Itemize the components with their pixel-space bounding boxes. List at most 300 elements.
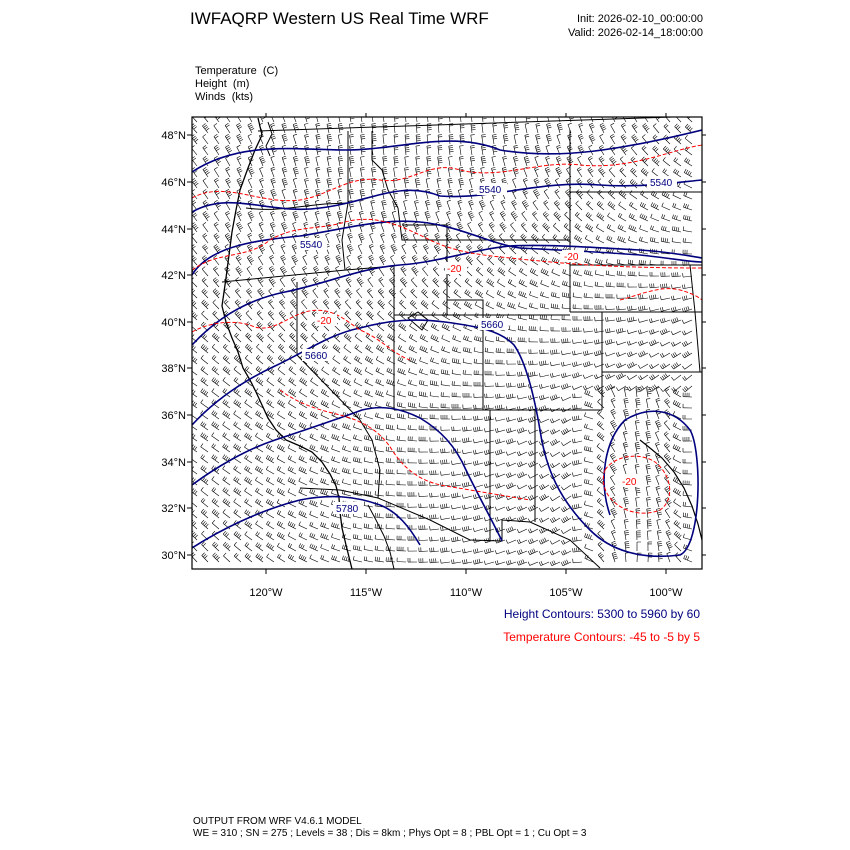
barb-flag <box>402 268 405 270</box>
barb-staff <box>349 124 351 133</box>
wind-barb <box>660 353 670 358</box>
wind-barb <box>237 222 243 232</box>
barb-flag <box>550 374 551 378</box>
wind-barb <box>594 350 604 356</box>
barb-flag <box>294 348 297 351</box>
barb-flag <box>664 329 666 333</box>
barb-flag <box>586 212 588 215</box>
barb-staff <box>201 347 208 353</box>
barb-staff <box>390 257 395 265</box>
barb-flag <box>508 302 509 306</box>
barb-flag <box>537 151 541 152</box>
wind-barb <box>640 214 648 221</box>
barb-flag <box>469 348 470 352</box>
barb-flag <box>349 156 353 157</box>
barb-staff <box>322 370 329 375</box>
wind-barb <box>672 215 681 221</box>
barb-flag <box>358 244 362 246</box>
barb-flag <box>533 281 535 285</box>
barb-flag <box>237 125 240 127</box>
wind-barb <box>257 333 264 342</box>
barb-flag <box>509 326 510 330</box>
barb-flag <box>367 357 369 360</box>
barb-flag <box>652 226 653 230</box>
barb-flag <box>328 228 332 229</box>
barb-flag <box>237 268 240 270</box>
barb-flag <box>640 214 642 218</box>
barb-staff <box>376 360 384 364</box>
barb-flag <box>459 215 463 217</box>
barb-flag <box>576 201 579 204</box>
wind-barb <box>248 178 252 188</box>
barb-flag <box>426 189 430 190</box>
wind-barb <box>447 211 451 221</box>
wind-barb <box>377 311 384 320</box>
wind-barb <box>660 363 670 369</box>
barb-flag <box>215 268 218 271</box>
barb-flag <box>203 156 206 158</box>
wind-barb <box>465 278 472 287</box>
barb-flag <box>686 295 687 299</box>
wind-barb <box>510 234 516 243</box>
barb-flag <box>404 282 407 285</box>
barb-flag <box>416 157 420 158</box>
barb-flag <box>226 167 229 169</box>
wind-barb <box>545 156 549 166</box>
barb-flag <box>553 304 554 308</box>
barb-flag <box>338 189 342 190</box>
wind-barb <box>475 301 483 309</box>
wind-barb <box>278 344 285 353</box>
barb-flag <box>354 356 356 359</box>
barb-flag <box>558 127 562 128</box>
barb-flag <box>480 293 482 296</box>
barb-flag <box>212 366 214 369</box>
barb-flag <box>676 362 678 365</box>
wind-barb <box>663 169 670 177</box>
barb-flag <box>608 201 610 204</box>
wind-barb <box>212 344 219 353</box>
wind-barb <box>553 223 560 232</box>
barb-flag <box>273 195 277 196</box>
barb-flag <box>524 191 528 193</box>
barb-staff <box>202 280 208 287</box>
barb-flag <box>580 138 584 140</box>
wind-barb <box>267 355 274 364</box>
wind-barb <box>474 336 483 342</box>
barb-flag <box>291 334 294 337</box>
barb-flag <box>575 282 576 286</box>
wind-barb <box>452 358 461 364</box>
barb-flag <box>443 289 446 292</box>
barb-flag <box>489 233 492 235</box>
wind-barb <box>349 156 354 166</box>
barb-flag <box>270 301 273 304</box>
barb-flag <box>671 331 673 335</box>
barb-flag <box>620 168 623 171</box>
wind-barb <box>435 233 440 243</box>
wind-barb <box>401 266 407 276</box>
barb-flag <box>586 270 587 274</box>
barb-flag <box>295 260 299 262</box>
barb-flag <box>621 373 623 376</box>
barb-flag <box>283 169 287 170</box>
barb-flag <box>646 172 649 175</box>
barb-flag <box>403 281 406 284</box>
barb-flag <box>213 379 215 382</box>
barb-flag <box>382 191 386 192</box>
barb-flag <box>640 202 642 205</box>
wind-barb <box>542 234 549 243</box>
barb-flag <box>365 367 367 371</box>
barb-flag <box>282 202 286 203</box>
barb-staff <box>518 364 527 365</box>
barb-flag <box>392 211 396 212</box>
barb-flag <box>414 270 417 272</box>
barb-flag <box>547 136 551 137</box>
barb-flag <box>257 333 260 336</box>
barb-flag <box>326 303 329 306</box>
barb-flag <box>202 368 204 371</box>
barb-flag <box>270 233 274 235</box>
wind-barb <box>685 124 692 133</box>
barb-staff <box>596 227 604 232</box>
barb-flag <box>372 228 376 229</box>
barb-flag <box>325 255 329 257</box>
field-name: Height <box>195 78 227 90</box>
barb-flag <box>447 189 451 190</box>
barb-flag <box>673 319 674 323</box>
barb-staff <box>684 184 692 188</box>
barb-flag <box>290 333 293 336</box>
barb-flag <box>314 279 317 281</box>
barb-flag <box>400 324 402 327</box>
barb-staff <box>562 342 571 343</box>
barb-flag <box>422 347 424 351</box>
wind-barb <box>493 124 497 133</box>
barb-staff <box>590 114 593 122</box>
barb-flag <box>595 282 596 286</box>
barb-flag <box>226 369 228 372</box>
barb-flag <box>292 336 295 339</box>
barb-flag <box>685 135 688 138</box>
wind-barb <box>632 134 639 144</box>
barb-flag <box>381 303 384 306</box>
barb-flag <box>280 312 283 315</box>
barb-staff <box>664 126 670 133</box>
barb-flag <box>205 292 208 295</box>
barb-flag <box>214 178 217 180</box>
barb-flag <box>649 331 650 335</box>
barb-flag <box>214 356 217 359</box>
barb-flag <box>618 352 620 356</box>
barb-flag <box>214 279 217 282</box>
barb-flag <box>525 160 529 161</box>
barb-flag <box>261 237 265 239</box>
barb-flag <box>612 160 615 162</box>
barb-flag <box>657 161 660 164</box>
wind-barbs <box>190 112 693 566</box>
barb-flag <box>292 233 296 235</box>
wind-barb <box>213 289 220 298</box>
wind-barb <box>225 134 230 144</box>
barb-flag <box>530 268 532 272</box>
barb-flag <box>416 171 420 172</box>
wind-barb <box>509 268 516 276</box>
barb-flag <box>599 202 602 205</box>
barb-flag <box>618 317 619 321</box>
barb-flag <box>589 134 593 136</box>
barb-flag <box>414 259 417 261</box>
wind-barb <box>271 145 277 155</box>
barb-flag <box>201 366 203 369</box>
barb-flag <box>471 160 475 161</box>
barb-flag <box>568 293 569 297</box>
barb-flag <box>632 226 634 230</box>
barb-flag <box>583 340 584 344</box>
barb-flag <box>316 125 320 126</box>
barb-staff <box>433 269 439 276</box>
barb-flag <box>616 353 618 357</box>
barb-flag <box>293 145 297 146</box>
wind-barb <box>361 145 366 155</box>
wind-barb <box>463 347 472 353</box>
wind-barb <box>595 259 604 265</box>
barb-staff <box>552 272 560 276</box>
wind-barb <box>393 200 398 210</box>
barb-flag <box>631 351 633 355</box>
wind-barb <box>463 358 472 364</box>
wind-barb <box>607 224 615 232</box>
barb-flag <box>282 189 286 190</box>
barb-flag <box>679 139 682 142</box>
barb-staff <box>421 292 428 298</box>
barb-flag <box>193 358 195 361</box>
barb-flag <box>513 304 514 308</box>
barb-staff <box>672 230 681 232</box>
barb-flag <box>621 180 624 183</box>
barb-flag <box>282 213 286 215</box>
barb-flag <box>530 372 531 376</box>
wind-barb <box>594 374 604 378</box>
barb-flag <box>337 233 341 235</box>
barb-flag <box>431 323 433 326</box>
wind-barb <box>441 369 450 375</box>
barb-flag <box>533 224 536 227</box>
barb-flag <box>350 250 354 252</box>
barb-staff <box>449 124 450 133</box>
barb-flag <box>338 259 342 261</box>
barb-staff <box>535 158 538 166</box>
barb-staff <box>544 191 549 199</box>
wind-barb <box>453 335 461 342</box>
wind-barb <box>279 299 285 309</box>
barb-flag <box>633 136 636 138</box>
barb-flag <box>215 235 218 237</box>
barb-flag <box>514 112 518 113</box>
barb-flag <box>206 172 209 174</box>
barb-flag <box>447 211 451 213</box>
barb-flag <box>224 300 227 303</box>
barb-flag <box>616 364 618 368</box>
barb-flag <box>201 311 204 314</box>
barb-flag <box>621 226 623 230</box>
wind-barb <box>554 201 560 210</box>
barb-flag <box>293 213 297 214</box>
barb-flag <box>316 191 320 192</box>
barb-flag <box>282 270 285 272</box>
barb-staff <box>673 195 681 199</box>
barb-flag <box>459 202 463 203</box>
barb-flag <box>481 204 485 206</box>
barb-flag <box>237 211 241 213</box>
barb-staff <box>430 373 439 375</box>
barb-flag <box>349 145 353 146</box>
barb-flag <box>632 362 634 366</box>
barb-staff <box>611 125 615 133</box>
wind-barb <box>259 211 263 221</box>
barb-flag <box>259 145 263 147</box>
barb-staff <box>394 135 395 144</box>
barb-flag <box>459 167 463 168</box>
barb-flag <box>345 311 348 314</box>
barb-flag <box>684 158 686 161</box>
wind-barb <box>628 283 637 287</box>
barb-flag <box>684 284 685 288</box>
barb-staff <box>674 161 681 166</box>
barb-flag <box>585 363 586 367</box>
barb-flag <box>458 224 462 226</box>
wind-barb <box>492 156 496 166</box>
barb-flag <box>381 211 385 212</box>
barb-flag <box>530 280 532 284</box>
barb-flag <box>267 355 270 358</box>
wind-barb <box>608 201 615 210</box>
wind-barb <box>539 373 549 377</box>
barb-flag <box>301 299 304 301</box>
barb-staff <box>201 314 208 320</box>
wind-barb <box>348 211 352 221</box>
barb-flag <box>621 123 624 125</box>
wind-barb <box>399 300 406 309</box>
barb-flag <box>632 180 635 183</box>
barb-flag <box>423 290 426 293</box>
wind-barb <box>212 333 219 342</box>
barb-flag <box>338 112 342 113</box>
barb-flag <box>496 337 497 341</box>
barb-flag <box>490 281 492 284</box>
barb-flag <box>259 112 263 114</box>
wind-barb <box>546 134 552 144</box>
barb-staff <box>431 350 439 353</box>
wind-barb <box>190 311 197 320</box>
barb-flag <box>372 169 376 170</box>
wind-barb <box>214 178 219 188</box>
barb-flag <box>519 291 521 295</box>
barb-flag <box>454 359 455 363</box>
barb-flag <box>568 123 572 124</box>
wind-barb <box>503 123 508 133</box>
barb-staff <box>584 297 593 298</box>
wind-barb <box>470 156 475 166</box>
wind-barb <box>433 278 439 287</box>
valid-label: Valid: <box>568 27 595 39</box>
wind-barb <box>212 377 219 386</box>
barb-flag <box>634 138 637 140</box>
wind-barb <box>584 328 593 332</box>
wind-barb <box>585 235 593 243</box>
barb-flag <box>311 333 314 336</box>
barb-staff <box>497 294 505 298</box>
barb-flag <box>305 134 309 135</box>
barb-staff <box>293 114 296 122</box>
barb-flag <box>246 288 249 290</box>
wind-barb <box>282 123 287 133</box>
barb-flag <box>612 114 616 116</box>
wind-barb <box>508 279 516 287</box>
barb-flag <box>260 292 263 294</box>
wind-barb <box>518 326 527 331</box>
barb-flag <box>204 235 207 237</box>
barb-flag <box>599 156 602 158</box>
barb-flag <box>371 189 375 190</box>
wind-barb <box>271 167 275 177</box>
barb-flag <box>425 248 428 250</box>
wind-barb <box>605 363 615 367</box>
barb-flag <box>536 194 539 196</box>
wind-barb <box>606 294 615 298</box>
barb-flag <box>345 300 348 303</box>
barb-staff <box>344 359 351 364</box>
barb-flag <box>236 112 239 114</box>
barb-flag <box>633 171 636 174</box>
barb-flag <box>259 189 263 191</box>
barb-staff <box>270 246 274 254</box>
barb-flag <box>316 189 320 190</box>
wind-barb <box>529 326 538 331</box>
barb-flag <box>206 348 209 351</box>
barb-flag <box>564 281 565 285</box>
wind-barb <box>595 270 604 276</box>
barb-flag <box>611 158 614 160</box>
wind-barb <box>248 167 254 177</box>
barb-flag <box>327 180 331 181</box>
barb-flag <box>260 281 263 283</box>
barb-flag <box>205 248 208 250</box>
barb-flag <box>630 260 631 264</box>
barb-flag <box>414 359 416 363</box>
barb-flag <box>521 269 523 272</box>
barb-flag <box>327 134 331 135</box>
barb-flag <box>523 281 525 285</box>
barb-flag <box>365 356 367 359</box>
barb-flag <box>295 160 299 161</box>
barb-flag <box>226 136 229 138</box>
wind-barb <box>650 272 659 276</box>
barb-flag <box>607 363 609 367</box>
barb-flag <box>620 328 621 332</box>
barb-flag <box>337 303 340 306</box>
wind-barb <box>642 157 648 166</box>
wind-barb <box>400 277 407 287</box>
wind-barb <box>293 156 298 166</box>
barb-flag <box>503 156 507 157</box>
barb-flag <box>502 180 506 181</box>
barb-flag <box>316 180 320 181</box>
barb-flag <box>316 112 320 113</box>
wind-barb <box>383 124 388 133</box>
barb-flag <box>651 202 653 206</box>
